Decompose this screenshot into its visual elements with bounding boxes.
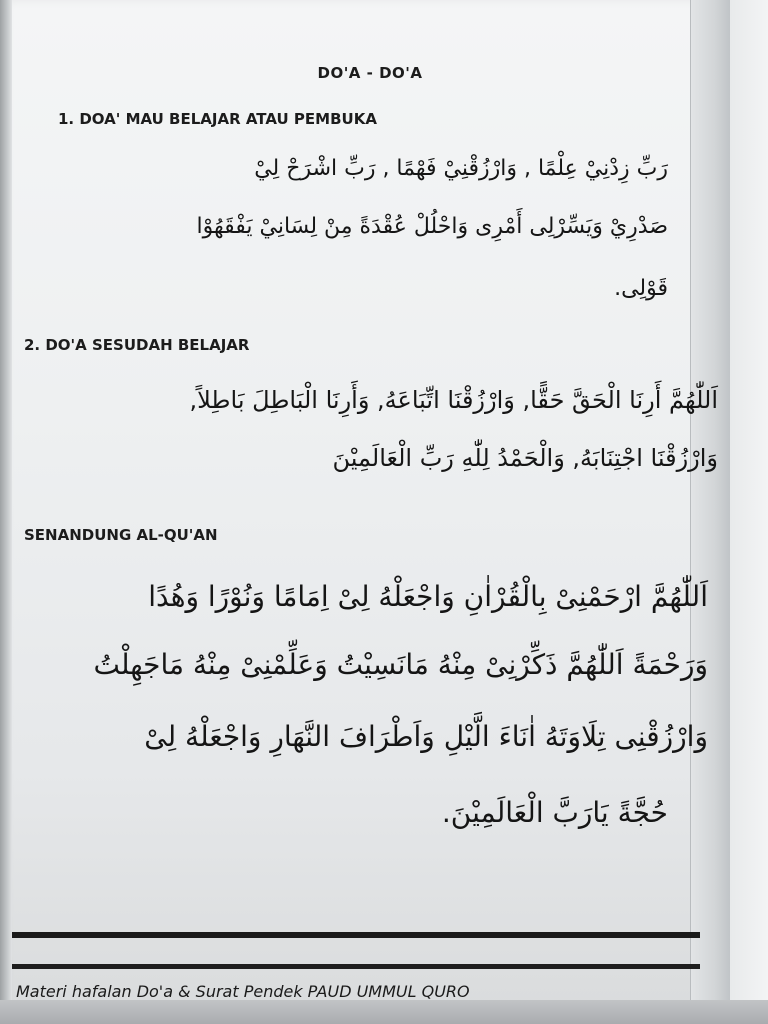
arabic-line: رَبِّ زِدْنِيْ عِلْمًا , وَارْزُقْنِيْ فَهْمًا , رَبِّ اشْرَحْ لِيْ (254, 156, 668, 181)
footer-text: Materi hafalan Do'a & Surat Pendek PAUD UMMUL QURO (16, 982, 470, 1001)
section-heading-2: 2. DO'A SESUDAH BELAJAR (24, 336, 250, 354)
arabic-line: وَارْزُقْنِى تِلَاوَتَهُ اٰنَاءَ الَّيْلِ وَاَطْرَافَ النَّهَارِ وَاجْعَلْهُ لِىْ (144, 720, 708, 753)
table-surface (730, 0, 768, 1024)
arabic-line: وَرَحْمَةً اَللّٰهُمَّ ذَكِّرْنِىْ مِنْهُ مَانَسِيْتُ وَعَلِّمْنِىْ مِنْهُ مَاجَهِلْتُ (93, 648, 708, 681)
table-surface-bottom (0, 1000, 768, 1024)
arabic-line: حُجَّةً يَارَبَّ الْعَالَمِيْنَ. (441, 796, 668, 829)
arabic-line: اَللّٰهُمَّ أَرِنَا الْحَقَّ حَقًّا, وَارْزُقْنَا اتِّبَاعَهُ, وَأَرِنَا الْبَاطِلَ بَاطِلاً, (189, 386, 718, 414)
footer-rule-bottom (12, 964, 700, 969)
page-edge (690, 0, 731, 1024)
page-title: DO'A - DO'A (317, 64, 423, 82)
book-page (12, 0, 730, 1024)
arabic-line: اَللّٰهُمَّ ارْحَمْنِىْ بِالْقُرْاٰنِ وَاجْعَلْهُ لِىْ اِمَامًا وَنُوْرًا وَهُدًا (148, 580, 708, 613)
arabic-line: وَارْزُقْنَا اجْتِنَابَهُ, وَالْحَمْدُ لِلّٰهِ رَبِّ الْعَالَمِيْنَ (332, 444, 718, 472)
arabic-line: صَدْرِيْ وَيَسِّرْلِى أَمْرِى وَاحْلُلْ عُقْدَةً مِنْ لِسَانِيْ يَفْقَهُوْا (196, 214, 668, 239)
arabic-line: قَوْلِى. (614, 276, 668, 301)
section-heading-3: SENANDUNG AL-QU'AN (24, 526, 218, 544)
section-heading-1: 1. DOA' MAU BELAJAR ATAU PEMBUKA (58, 110, 377, 128)
footer-rule-top (12, 932, 700, 938)
